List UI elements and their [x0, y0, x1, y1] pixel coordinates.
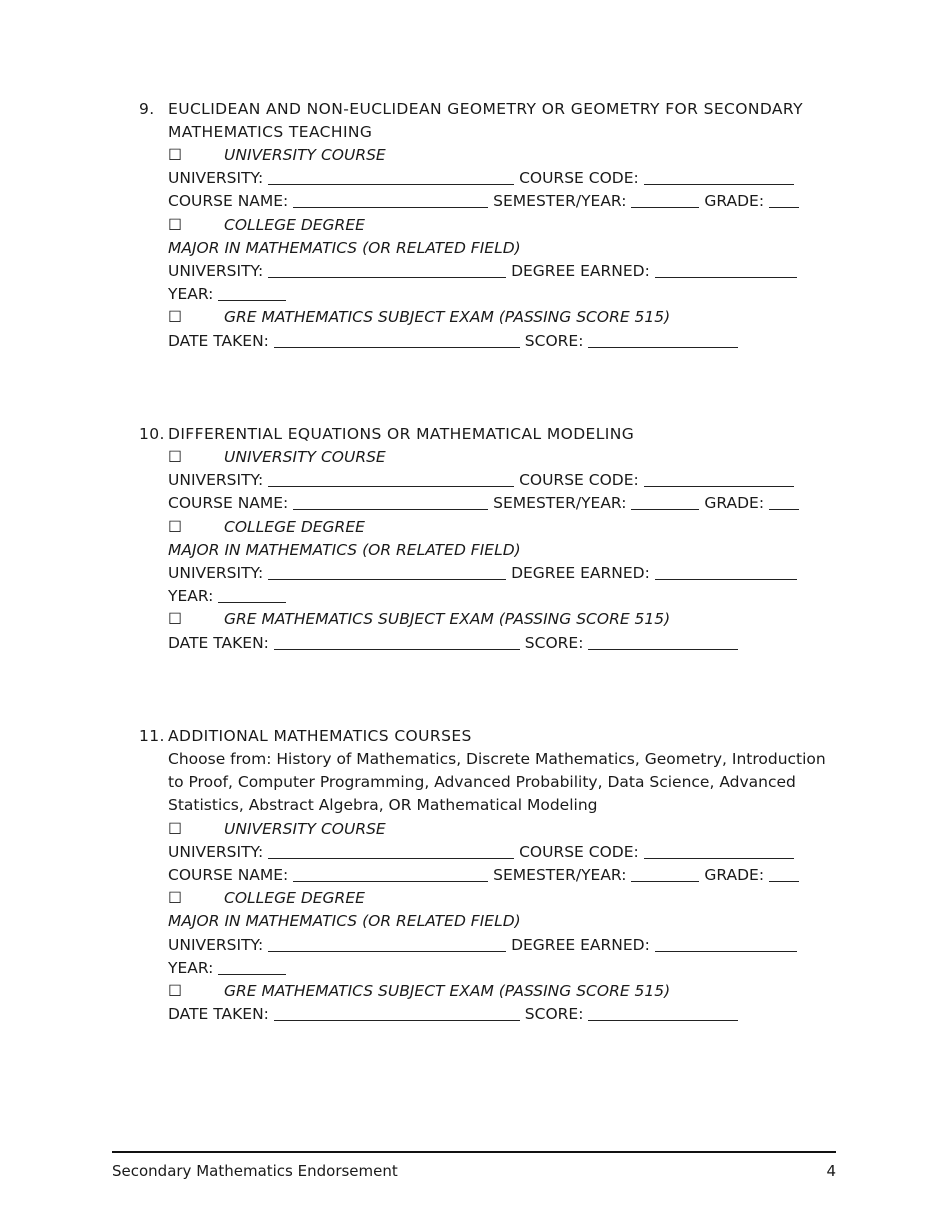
option-label: GRE MATHEMATICS SUBJECT EXAM (PASSING SCORE 515): [224, 981, 671, 1000]
score-field[interactable]: [588, 333, 738, 348]
score-field[interactable]: [588, 1006, 738, 1021]
field-label: GRADE:: [704, 865, 765, 884]
degree-earned-field[interactable]: [655, 937, 797, 952]
section-11: [139, 725, 839, 1026]
section-title: ADDITIONAL MATHEMATICS COURSES: [168, 727, 472, 745]
year-field[interactable]: [218, 960, 286, 975]
major-label: MAJOR IN MATHEMATICS (OR RELATED FIELD): [168, 540, 521, 559]
semester-year-field[interactable]: [631, 867, 699, 882]
checkbox-college-degree[interactable]: ☐: [168, 215, 182, 234]
field-label: YEAR:: [168, 285, 214, 304]
course-code-field[interactable]: [644, 170, 794, 185]
course-name-field[interactable]: [293, 193, 488, 208]
major-label: MAJOR IN MATHEMATICS (OR RELATED FIELD): [168, 912, 521, 931]
option-label: COLLEGE DEGREE: [224, 517, 365, 536]
option-label: GRE MATHEMATICS SUBJECT EXAM (PASSING SCORE 515): [224, 308, 671, 327]
date-taken-field[interactable]: [274, 333, 520, 348]
section-number: 9.: [139, 100, 155, 118]
field-label: DATE TAKEN:: [168, 331, 269, 350]
semester-year-field[interactable]: [631, 193, 699, 208]
section-title: EUCLIDEAN AND NON-EUCLIDEAN GEOMETRY OR GEOMETRY FOR SECONDARY MATHEMATICS TEACHING: [168, 100, 803, 141]
grade-field[interactable]: [769, 495, 799, 510]
university-field[interactable]: [268, 937, 506, 952]
grade-field[interactable]: [769, 867, 799, 882]
field-label: UNIVERSITY:: [168, 563, 264, 582]
field-label: COURSE CODE:: [519, 169, 639, 188]
field-label: SCORE:: [524, 331, 584, 350]
option-label: COLLEGE DEGREE: [224, 215, 365, 234]
section-9: [139, 98, 839, 353]
field-label: GRADE:: [704, 192, 765, 211]
page-number: 4: [826, 1162, 836, 1180]
field-label: UNIVERSITY:: [168, 935, 264, 954]
checkbox-university-course[interactable]: ☐: [168, 146, 182, 164]
field-label: YEAR:: [168, 958, 214, 977]
field-label: COURSE CODE:: [519, 842, 639, 861]
field-label: SEMESTER/YEAR:: [493, 192, 627, 211]
field-label: COURSE NAME:: [168, 192, 289, 211]
option-label: COLLEGE DEGREE: [224, 889, 365, 908]
university-field[interactable]: [268, 170, 514, 185]
course-code-field[interactable]: [644, 844, 794, 859]
field-label: DATE TAKEN:: [168, 633, 269, 652]
field-label: DATE TAKEN:: [168, 1005, 269, 1024]
section-number: 11.: [139, 727, 165, 745]
field-label: SCORE:: [524, 633, 584, 652]
major-label: MAJOR IN MATHEMATICS (OR RELATED FIELD): [168, 238, 521, 257]
field-label: UNIVERSITY:: [168, 261, 264, 280]
checkbox-college-degree[interactable]: ☐: [168, 517, 182, 536]
date-taken-field[interactable]: [274, 635, 520, 650]
choose-from-text: Choose from: History of Mathematics, Discrete Mathematics, Geometry, Introduction to Proof, Computer Programming, Advanced Probability, Data Science, Advanced Statistics, Abstract Algebra, OR Mathematical Modeling: [168, 750, 826, 815]
score-field[interactable]: [588, 635, 738, 650]
field-label: UNIVERSITY:: [168, 842, 264, 861]
field-label: DEGREE EARNED:: [511, 935, 650, 954]
field-label: UNIVERSITY:: [168, 471, 264, 490]
option-label: UNIVERSITY COURSE: [224, 448, 386, 466]
date-taken-field[interactable]: [274, 1006, 520, 1021]
field-label: DEGREE EARNED:: [511, 563, 650, 582]
field-label: COURSE NAME:: [168, 494, 289, 513]
degree-earned-field[interactable]: [655, 565, 797, 580]
option-label: GRE MATHEMATICS SUBJECT EXAM (PASSING SCORE 515): [224, 610, 671, 629]
section-title: DIFFERENTIAL EQUATIONS OR MATHEMATICAL MODELING: [168, 425, 635, 443]
course-name-field[interactable]: [293, 867, 488, 882]
semester-year-field[interactable]: [631, 495, 699, 510]
field-label: GRADE:: [704, 494, 765, 513]
year-field[interactable]: [218, 286, 286, 301]
checkbox-college-degree[interactable]: ☐: [168, 889, 182, 908]
option-label: UNIVERSITY COURSE: [224, 819, 386, 838]
checkbox-gre-exam[interactable]: ☐: [168, 308, 182, 327]
footer-divider: [112, 1151, 836, 1153]
field-label: SEMESTER/YEAR:: [493, 865, 627, 884]
degree-earned-field[interactable]: [655, 263, 797, 278]
field-label: SEMESTER/YEAR:: [493, 494, 627, 513]
checkbox-university-course[interactable]: ☐: [168, 819, 182, 838]
field-label: COURSE NAME:: [168, 865, 289, 884]
field-label: DEGREE EARNED:: [511, 261, 650, 280]
grade-field[interactable]: [769, 193, 799, 208]
year-field[interactable]: [218, 588, 286, 603]
field-label: SCORE:: [524, 1005, 584, 1024]
field-label: COURSE CODE:: [519, 471, 639, 490]
field-label: UNIVERSITY:: [168, 169, 264, 188]
field-label: YEAR:: [168, 587, 214, 606]
university-field[interactable]: [268, 844, 514, 859]
course-name-field[interactable]: [293, 495, 488, 510]
checkbox-gre-exam[interactable]: ☐: [168, 610, 182, 629]
university-field[interactable]: [268, 263, 506, 278]
footer-title: Secondary Mathematics Endorsement: [112, 1162, 398, 1180]
checkbox-university-course[interactable]: ☐: [168, 448, 182, 466]
university-field[interactable]: [268, 565, 506, 580]
option-label: UNIVERSITY COURSE: [224, 146, 386, 164]
university-field[interactable]: [268, 472, 514, 487]
course-code-field[interactable]: [644, 472, 794, 487]
section-10: [139, 423, 839, 655]
checkbox-gre-exam[interactable]: ☐: [168, 981, 182, 1000]
section-number: 10.: [139, 425, 165, 443]
